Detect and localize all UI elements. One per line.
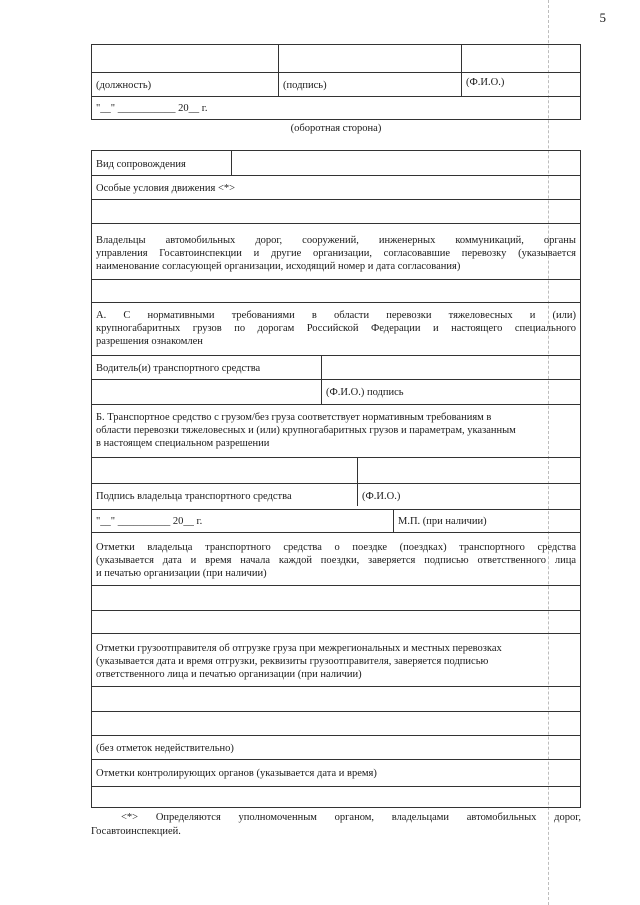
page-number: 5: [599, 10, 606, 25]
driver-label: Водитель(и) транспортного средства: [96, 363, 261, 374]
footnote: [91, 811, 581, 839]
name-label: (Ф.И.О.): [466, 77, 505, 88]
control-marks-section: [91, 760, 581, 808]
section-a-line: крупногабаритных грузов по дорогам Российской Федерации и настоящего специального: [96, 323, 576, 334]
footnote-line: Госавтоинспекцией.: [91, 826, 181, 837]
control-marks-label: Отметки контролирующих органов (указывается дата и время): [96, 768, 377, 779]
section-a-line: разрешения ознакомлен: [96, 336, 203, 347]
signature-label: (подпись): [283, 80, 327, 91]
escort-table: [91, 150, 581, 224]
date-line: "__" ___________ 20__ г.: [96, 103, 208, 114]
section-b-line: области перевозки тяжеловесных и (или) крупногабаритных грузов и параметрам, указанным: [96, 425, 516, 436]
invalid-without-marks-note: (без отметок недействительно): [96, 743, 234, 754]
trip-marks-line: и печатью организации (при наличии): [96, 568, 267, 579]
position-label: (должность): [96, 80, 152, 91]
reverse-side-caption: (оборотная сторона): [290, 123, 382, 134]
section-b-line: Б. Транспортное средство с грузом/без груза соответствует нормативным требованиям в: [96, 412, 492, 423]
trip-marks-line: (указывается дата и время начала каждой поездки, заверяется подписью ответственного лица: [96, 555, 576, 566]
owners-text-line: Владельцы автомобильных дорог, сооружений, инженерных коммуникаций, органы: [96, 235, 576, 246]
driver-name-signature: (Ф.И.О.) подпись: [326, 387, 404, 398]
section-b: [91, 405, 581, 533]
section-a-line: А. С нормативными требованиями в области перевозки тяжеловесных и (или): [96, 310, 576, 321]
stamp-label: М.П. (при наличии): [398, 516, 487, 527]
trip-marks-section: [91, 533, 581, 634]
shipper-marks-line: Отметки грузоотправителя об отгрузке груза при межрегиональных и местных перевозках: [96, 643, 502, 654]
shipper-marks-section: [91, 634, 581, 760]
shipper-marks-line: (указывается дата и время отгрузки, реквизиты грузоотправителя, заверяется подписью: [96, 656, 489, 667]
owner-name-label: (Ф.И.О.): [362, 491, 401, 502]
footnote-line: <*> Определяются уполномоченным органом, владельцами автомобильных дорог,: [121, 812, 581, 823]
section-b-line: в настоящем специальном разрешении: [96, 438, 270, 449]
section-a: [91, 303, 581, 405]
owner-signature-label: Подпись владельца транспортного средства: [96, 491, 292, 502]
section-b-date-line: "__" __________ 20__ г.: [96, 516, 203, 527]
trip-marks-line: Отметки владельца транспортного средства о поездке (поездках) транспортного средства: [96, 542, 576, 553]
owners-text-line: управления Госавтоинспекции и другие организации, согласовавшие перевозку (указывается: [96, 248, 576, 259]
owners-text-line: наименование согласующей организации, исходящий номер и дата согласования): [96, 261, 461, 272]
special-conditions-label: Особые условия движения <*>: [96, 183, 236, 194]
signature-table: [91, 44, 581, 120]
owners-section: [91, 224, 581, 303]
escort-type-label: Вид сопровождения: [96, 159, 186, 170]
shipper-marks-line: ответственного лица и печатью организации (при наличии): [96, 669, 362, 680]
